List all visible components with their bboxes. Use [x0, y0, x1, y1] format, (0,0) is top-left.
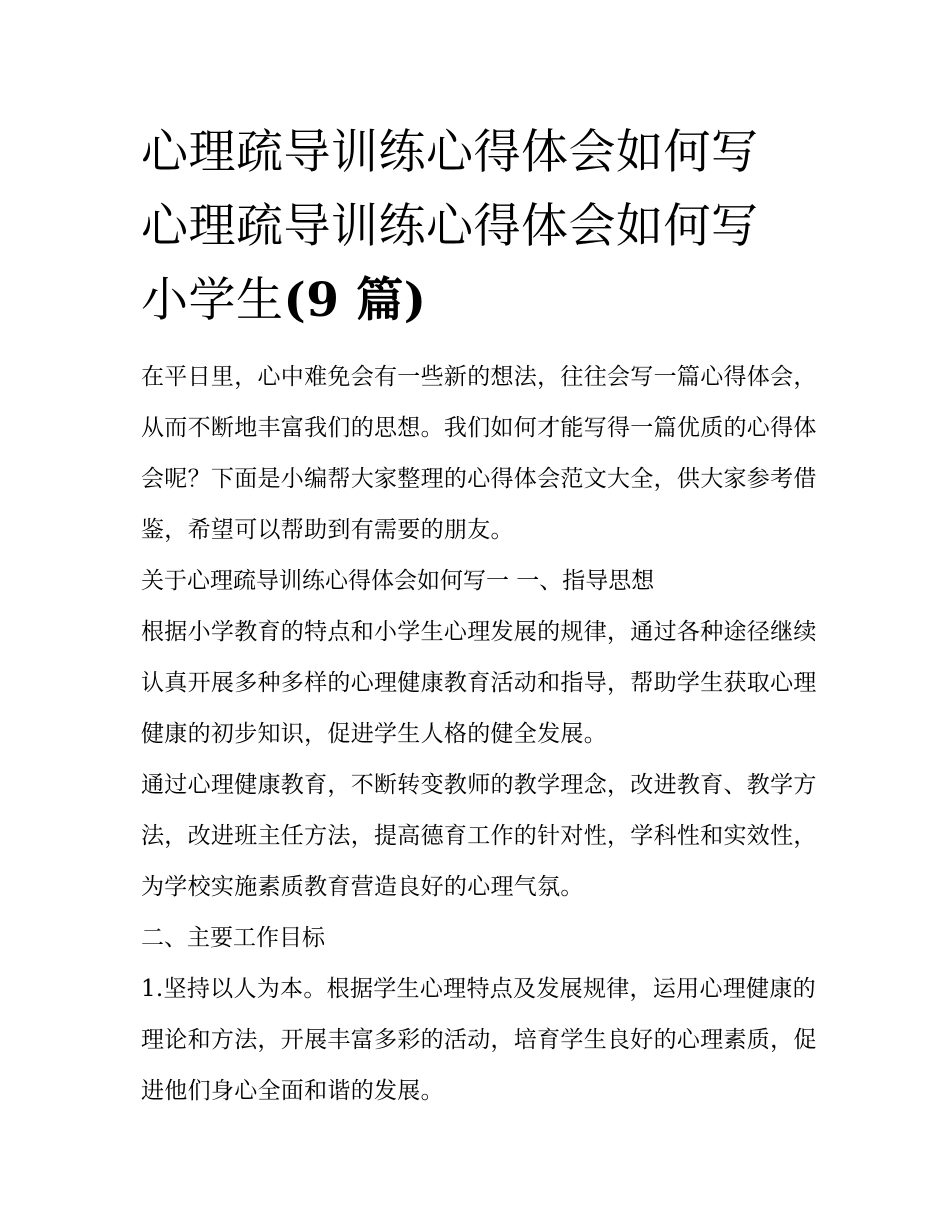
section-heading-guiding-ideology: 关于心理疏导训练心得体会如何写一 一、指导思想	[141, 568, 655, 594]
title-line-2: 心理疏导训练心得体会如何写	[141, 199, 759, 254]
document-body	[141, 116, 821, 1117]
paragraph-education-goals: 通过心理健康教育，不断转变教师的教学理念，改进教育、教学方法，改进班主任方法，提高德育工作的针对性，学科性和实效性，为学校实施素质教育营造良好的心理气氛。	[141, 772, 817, 900]
section-heading-main-goals: 二、主要工作目标	[141, 925, 325, 951]
document-title	[141, 116, 821, 338]
intro-paragraph: 在平日里，心中难免会有一些新的想法，往往会写一篇心得体会，从而不断地丰富我们的思想。我们如何才能写得一篇优质的心得体会呢？下面是小编帮大家整理的心得体会范文大全，供大家参考借鉴，希望可以帮助到有需要的朋友。	[141, 364, 817, 543]
paragraph-goal-1: 1.坚持以人为本。根据学生心理特点及发展规律，运用心理健康的理论和方法，开展丰富多彩的活动，培育学生良好的心理素质，促进他们身心全面和谐的发展。	[141, 976, 817, 1104]
title-line-3: 小学生	[141, 273, 284, 328]
paragraph-guiding-ideology: 根据小学教育的特点和小学生心理发展的规律，通过各种途径继续认真开展多种多样的心理健康教育活动和指导，帮助学生获取心理健康的初步知识，促进学生人格的健全发展。	[141, 619, 817, 747]
title-count: (9 篇)	[283, 273, 427, 328]
title-line-1: 心理疏导训练心得体会如何写	[141, 125, 759, 180]
